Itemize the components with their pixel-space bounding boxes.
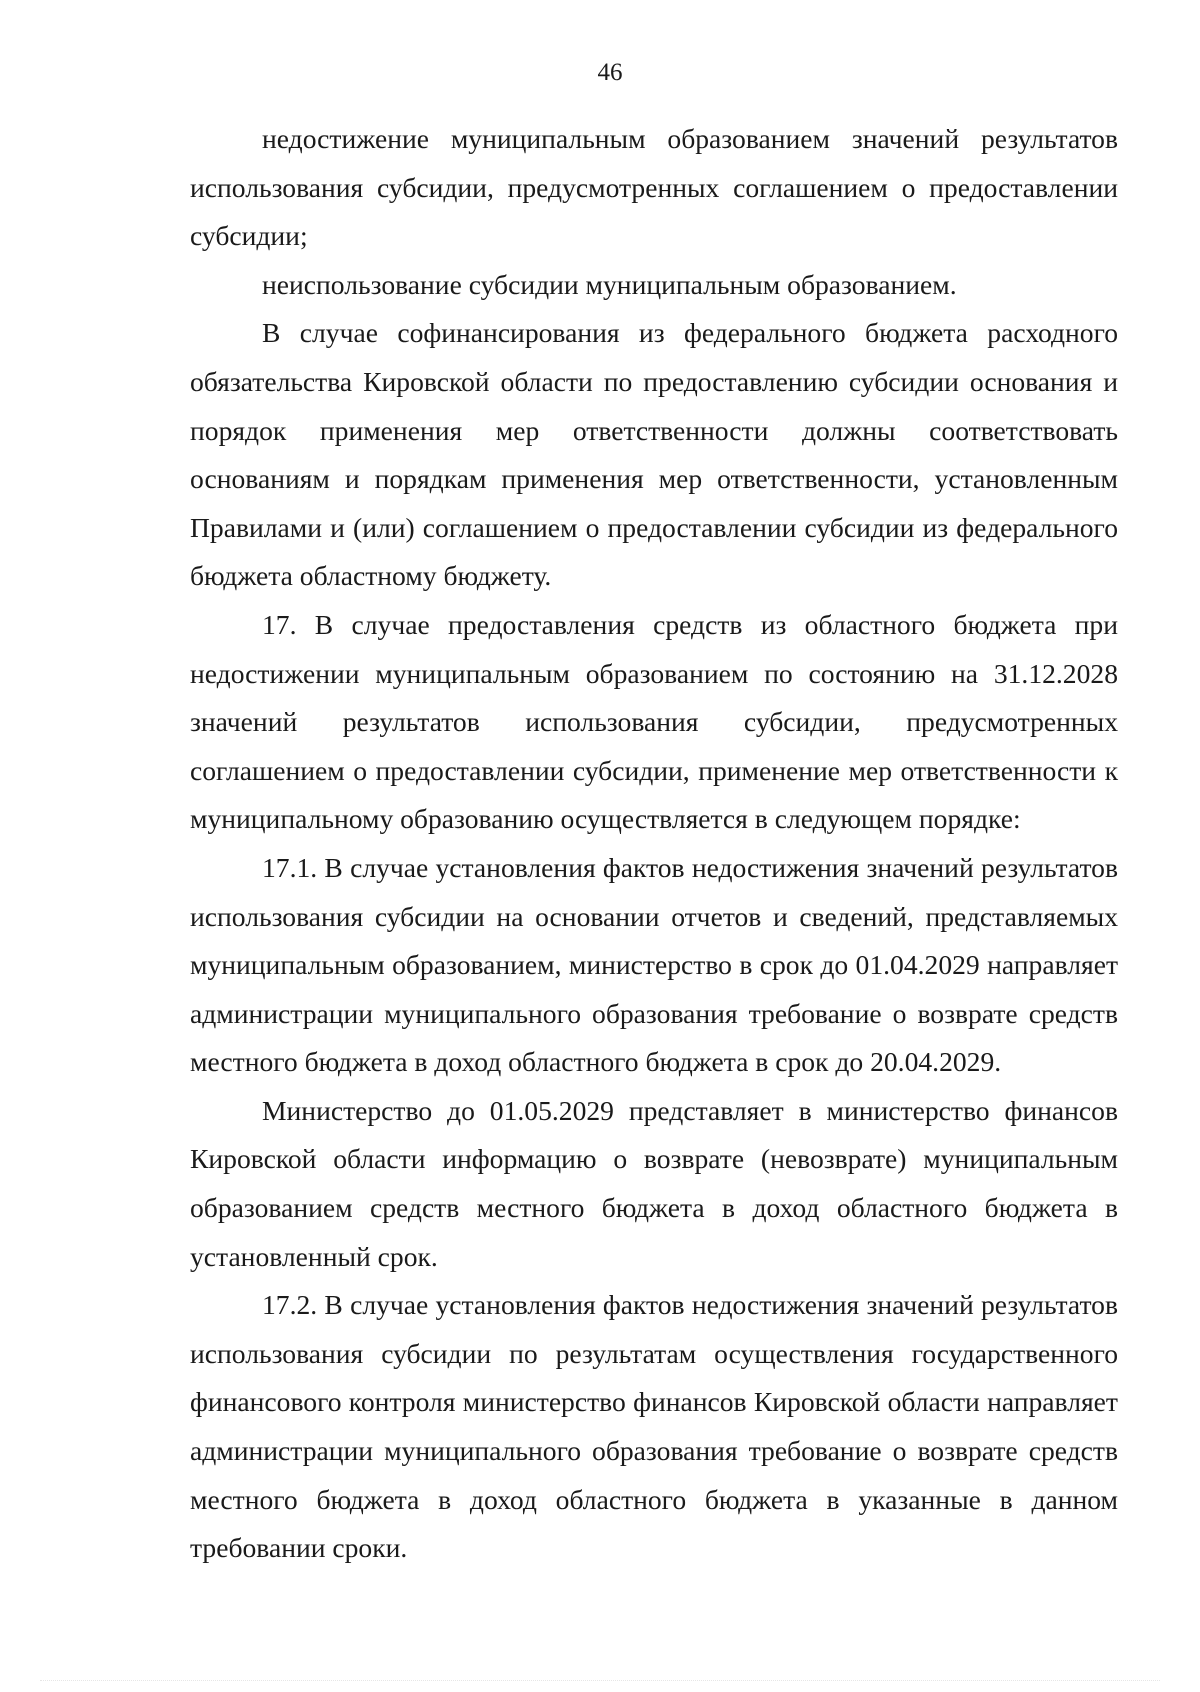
paragraph-federal-cofinancing: В случае софинансирования из федерального бюджета расходного обязательства Кировской области по предоставлению субсидии основания и порядок применения мер ответственности должны соответствовать основаниям и порядкам применения мер ответственности, установленным Правилами и (или) соглашением о предоставлении субсидии из федерального бюджета областному бюджету. (190, 317, 1118, 592)
paragraph-clause-17-2: 17.2. В случае установления фактов недостижения значений результатов использования субсидии по результатам осуществления государственного финансового контроля министерство финансов Кировской области направляет администрации муниципального образования требование о возврате средств местного бюджета в доход областного бюджета в указанные в данном требовании сроки. (190, 1289, 1118, 1564)
paragraph-clause-17-1: 17.1. В случае установления фактов недостижения значений результатов использования субсидии на основании отчетов и сведений, представляемых муниципальным образованием, министерство в срок до 01.04.2029 направляет администрации муниципального образования требование о возврате средств местного бюджета в доход областного бюджета в срок до 20.04.2029. (190, 851, 1118, 1078)
scan-edge-divider (40, 1680, 1160, 1682)
page-number: 46 (597, 59, 623, 86)
paragraph-clause-17: 17. В случае предоставления средств из областного бюджета при недостижении муниципальным образованием по состоянию на 31.12.2028 значений результатов использования субсидии, предусмотренных соглашением о предоставлении субсидии, применение мер ответственности к муниципальному образованию осуществляется в следующем порядке: (190, 608, 1118, 835)
document-body (190, 115, 1118, 1573)
paragraph-ministry-report: Министерство до 01.05.2029 представляет в министерство финансов Кировской области информацию о возврате (невозврате) муниципальным образованием средств местного бюджета в доход областного бюджета в установленный срок. (190, 1094, 1118, 1272)
paragraph-nonuse-subsidy: неиспользование субсидии муниципальным образованием. (262, 268, 957, 300)
paragraph-nondelivery-results: недостижение муниципальным образованием значений результатов использования субсидии, предусмотренных соглашением о предоставлении субсидии; (190, 123, 1118, 252)
